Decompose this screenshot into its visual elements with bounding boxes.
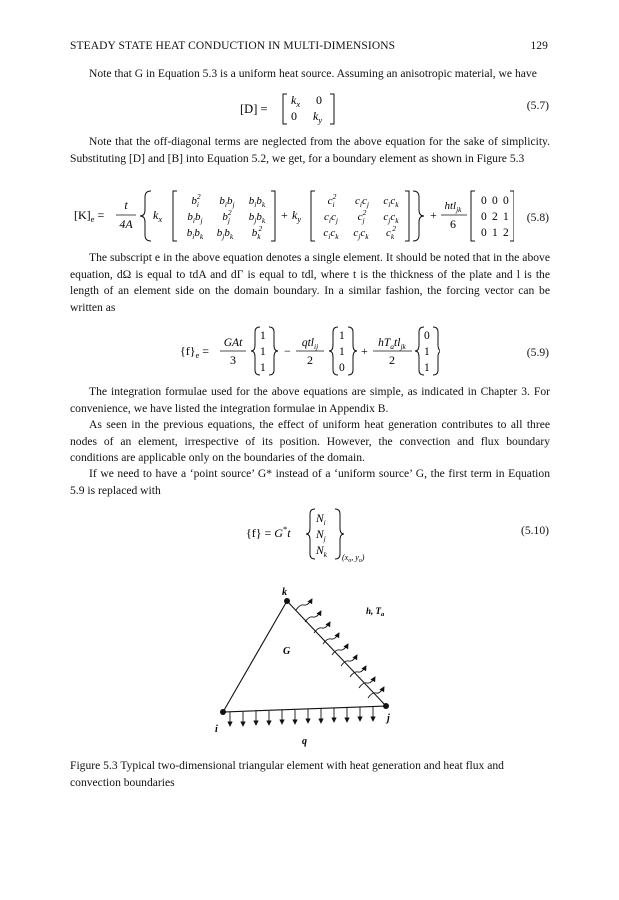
svg-text:2: 2 xyxy=(389,353,395,367)
svg-text:bibk: $b_ib_k$ xyxy=(248,195,266,209)
label-source-G: G xyxy=(283,646,291,657)
svg-text:{f}e=: $\{f\}_e$ = xyxy=(180,344,210,360)
svg-text:kx: $k_x$ xyxy=(153,208,163,224)
svg-text:ck2: $c_k2$ xyxy=(386,224,396,241)
svg-text:0: 0 xyxy=(316,93,322,107)
v2-entry: 1 xyxy=(339,330,345,342)
svg-text:0: 0 xyxy=(291,109,297,123)
svg-text:ky: $k_y$ xyxy=(313,109,323,125)
label-flux-q: q xyxy=(302,736,307,747)
figure-5-3 xyxy=(200,580,420,755)
svg-text:6: 6 xyxy=(450,217,456,231)
svg-text:GAt: GAt xyxy=(223,337,243,349)
equation-5-9 xyxy=(180,322,440,380)
svg-text:3: 3 xyxy=(230,353,236,367)
svg-text:cjck: $c_jc_k$ xyxy=(383,211,399,225)
svg-text:bibj: $b_ib_j$ xyxy=(219,195,235,209)
figure-caption: Figure 5.3 Typical two-dimensional triangular element with heat generation and heat flux and convection boundaries xyxy=(70,759,504,789)
paragraph-5: As seen in the previous equations, the effect of uniform heat generation contributes to all three nodes of an element, irrespective of its position. However, the convection and flux boundary conditions are applicable only on the boundaries of the domain. xyxy=(70,418,550,464)
label-node-j: j xyxy=(387,713,390,724)
eq59-number: (5.9) xyxy=(526,346,549,359)
page-number: 129 xyxy=(530,40,548,52)
svg-text:qtlij: qtl$_{ij}$ xyxy=(301,337,319,351)
svg-text:t: t xyxy=(124,198,128,212)
hmat-cell: 0 xyxy=(481,227,487,239)
svg-text:bibj: $b_ib_j$ xyxy=(187,211,203,225)
svg-text:+: + xyxy=(430,208,437,222)
svg-text:cj2: $c_j2$ xyxy=(357,208,367,225)
svg-text:+: + xyxy=(361,344,368,358)
svg-text:bibk: $b_ib_k$ xyxy=(186,227,204,241)
v1-entry: 1 xyxy=(260,330,266,342)
svg-text:4A: 4A xyxy=(119,217,133,231)
v1-entry: 1 xyxy=(260,362,266,374)
paragraph-3: The subscript e in the above equation denotes a single element. It should be noted that in the above equation, dΩ is equal to tdA and dΓ is equal to tdl, where t is the thickness of the plate and l is the length of an element side on the domain boundary. In a similar fashion, the forcing vector can be written as xyxy=(70,251,550,314)
v2-entry: 1 xyxy=(339,346,345,358)
svg-text:htljk: htl$_{jk}$ xyxy=(444,200,462,214)
paragraph-4: The integration formulae used for the above equations are simple, as indicated in Chapter 3. For convenience, we have listed the integration formulae in Appendix B. xyxy=(70,385,550,415)
node-j-dot xyxy=(383,703,389,709)
svg-text:hTatljk: $hT_atl_{jk}$ xyxy=(378,337,406,351)
triangle-element xyxy=(223,601,386,712)
svg-text:cicj: $c_ic_j$ xyxy=(355,195,369,209)
label-node-i: i xyxy=(215,724,218,735)
eq58-number: (5.8) xyxy=(526,211,549,224)
eq510-number: (5.10) xyxy=(520,524,549,537)
label-node-k: k xyxy=(282,587,287,598)
hmat-cell: 1 xyxy=(492,227,498,239)
svg-text:(xo, yo): ($x_o$, $y_o$) xyxy=(342,553,365,564)
svg-text:cicj: $c_ic_j$ xyxy=(324,211,338,225)
svg-text:Nj: $N_j$ xyxy=(316,529,326,543)
svg-text:−: − xyxy=(284,344,291,358)
eq57-number: (5.7) xyxy=(526,99,549,112)
hmat-cell: 2 xyxy=(503,227,509,239)
v2-entry: 0 xyxy=(339,362,345,374)
v1-entry: 1 xyxy=(260,346,266,358)
svg-text:ky: $k_y$ xyxy=(292,208,302,224)
svg-text:cick: $c_ic_k$ xyxy=(383,195,399,209)
equation-5-10 xyxy=(246,502,386,564)
paragraph-2: Note that the off-diagonal terms are neglected from the above equation for the sake of simplicity. Substituting [D] and [B] into Equation 5.2, we get, for a boundary element as shown in Figure 5.3 xyxy=(70,135,550,165)
label-convection: h, $T_a$ xyxy=(366,606,385,618)
eq57-lhs: [D] = xyxy=(240,102,268,116)
svg-text:{f} =G*t: {f} = G*t xyxy=(246,524,291,540)
node-i-dot xyxy=(220,709,226,715)
equation-5-8 xyxy=(74,185,514,247)
paragraph-1: Note that G in Equation 5.3 is a uniform heat source. Assuming an anisotropic material, we have xyxy=(89,67,537,80)
equation-5-7 xyxy=(240,86,360,130)
hmat-cell: 0 xyxy=(503,195,509,207)
svg-text:bjbk: $b_jb_k$ xyxy=(248,211,266,225)
svg-text:Nk: $N_k$ xyxy=(316,545,328,559)
hmat-cell: 0 xyxy=(481,195,487,207)
svg-text:[K]e=: $[K]_e$ = xyxy=(74,208,105,224)
header-title: STEADY STATE HEAT CONDUCTION IN MULTI-DIMENSIONS xyxy=(70,40,396,52)
paragraph-6: If we need to have a ‘point source’ G* instead of a ‘uniform source’ G, the first term in Equation 5.9 is replaced with xyxy=(70,467,550,497)
svg-text:+: + xyxy=(281,208,288,222)
v3-entry: 1 xyxy=(424,346,430,358)
svg-text:bk2: $b_k2$ xyxy=(251,224,263,241)
hmat-cell: 0 xyxy=(492,195,498,207)
svg-text:Ni: $N_i$ xyxy=(316,513,326,527)
svg-text:bjbk: $b_jb_k$ xyxy=(216,227,234,241)
svg-text:2: 2 xyxy=(307,353,313,367)
v3-entry: 0 xyxy=(424,330,430,342)
svg-text:cjck: $c_jc_k$ xyxy=(353,227,369,241)
hmat-cell: 1 xyxy=(503,211,509,223)
svg-text:ci2: $c_i2$ xyxy=(327,192,337,209)
svg-text:bj2: $b_j2$ xyxy=(222,208,232,225)
node-k-dot xyxy=(284,598,290,604)
svg-text:cick: $c_ic_k$ xyxy=(323,227,339,241)
v3-entry: 1 xyxy=(424,362,430,374)
svg-text:kx: $k_x$ xyxy=(291,93,301,109)
flux-arrows xyxy=(230,707,373,726)
hmat-cell: 0 xyxy=(481,211,487,223)
hmat-cell: 2 xyxy=(492,211,498,223)
svg-text:bi2: $b_i2$ xyxy=(191,192,201,209)
